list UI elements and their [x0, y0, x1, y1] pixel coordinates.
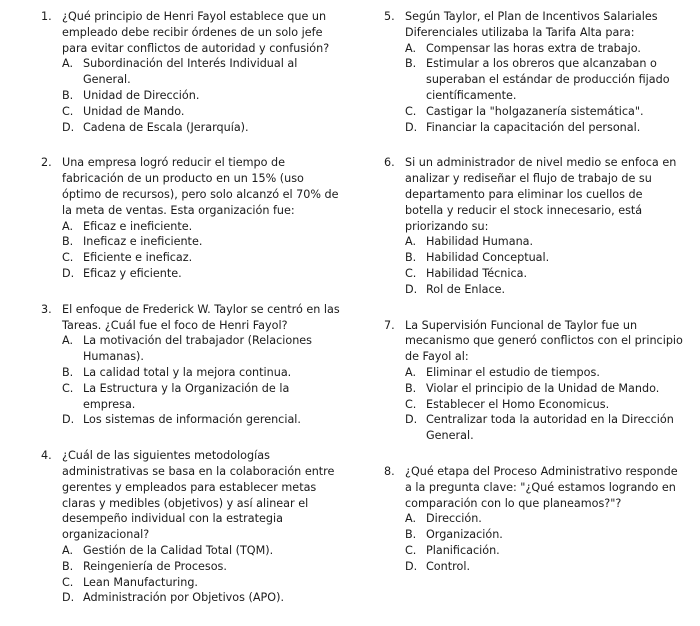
option-text: La motivación del trabajador (Relaciones Humanas).: [83, 334, 313, 364]
option-a: [405, 41, 684, 57]
option-letter: C.: [405, 397, 417, 411]
option-letter: B.: [62, 235, 74, 249]
option-text: Unidad de Mando.: [83, 104, 185, 118]
question-1: [41, 9, 341, 135]
option-letter: D.: [405, 282, 418, 296]
option-text: La Estructura y la Organización de la empresa.: [83, 381, 290, 411]
option-text: Ineficaz e ineficiente.: [83, 235, 203, 249]
question-number: 5.: [384, 10, 395, 23]
option-text: Centralizar toda la autoridad en la Dirección General.: [426, 413, 674, 443]
option-b: [62, 559, 341, 575]
option-text: La calidad total y la mejora continua.: [83, 365, 292, 379]
option-text: Eficaz y eficiente.: [83, 266, 182, 280]
option-text: Estimular a los obreros que alcanzaban o superaban el estándar de producción fijado científicamente.: [426, 57, 670, 102]
option-text: Compensar las horas extra de trabajo.: [426, 41, 641, 55]
option-letter: A.: [405, 365, 417, 379]
option-a: [62, 333, 341, 365]
option-d: [405, 120, 684, 136]
option-text: Planificación.: [426, 543, 500, 557]
option-c: [62, 250, 341, 266]
option-letter: A.: [62, 334, 74, 348]
option-text: Reingeniería de Procesos.: [83, 559, 227, 573]
option-b: [62, 88, 341, 104]
option-b: [405, 527, 684, 543]
question-7: [384, 318, 684, 444]
question-text: ¿Qué etapa del Proceso Administrativo responde a la pregunta clave: "¿Qué estamos logrando en comparación con lo que planeamos?"?: [405, 464, 678, 510]
option-text: Los sistemas de información gerencial.: [83, 413, 301, 427]
question-text: ¿Cuál de las siguientes metodologías administrativas se basa en la colaboración entre gerentes y empleados para establecer metas claras y medibles (objetivos) y así alinear el desempeño individual con la estrategia organizacional?: [62, 449, 335, 542]
option-a: [62, 56, 341, 88]
question-number: 7.: [384, 318, 395, 332]
option-d: [405, 282, 684, 298]
option-letter: D.: [405, 120, 418, 134]
option-d: [405, 559, 684, 575]
option-letter: A.: [405, 41, 417, 55]
option-letter: A.: [62, 219, 74, 233]
option-c: [62, 104, 341, 120]
option-text: Organización.: [426, 528, 503, 542]
option-d: [62, 590, 341, 606]
option-letter: A.: [62, 543, 74, 557]
option-text: Lean Manufacturing.: [83, 575, 198, 589]
option-text: Subordinación del Interés Individual al General.: [83, 57, 298, 87]
option-text: Rol de Enlace.: [426, 282, 506, 296]
question-4: [41, 448, 341, 606]
option-letter: B.: [405, 251, 417, 265]
option-text: Castigar la "holgazanería sistemática".: [426, 104, 644, 118]
question-text: ¿Qué principio de Henri Fayol establece que un empleado debe recibir órdenes de un solo jefe para evitar conflictos de autoridad y confusión?: [62, 10, 330, 55]
option-letter: C.: [62, 575, 74, 589]
option-text: Control.: [426, 559, 470, 573]
question-text: Si un administrador de nivel medio se enfoca en analizar y rediseñar el flujo de trabajo de su departamento para eliminar los cuellos de botella y reducir el stock innecesario, está priorizando su:: [405, 156, 677, 233]
question-8: [384, 464, 684, 575]
option-c: [405, 543, 684, 559]
option-c: [405, 266, 684, 282]
option-letter: B.: [62, 559, 74, 573]
option-letter: B.: [62, 365, 74, 379]
question-number: 4.: [41, 449, 52, 463]
option-c: [405, 104, 684, 120]
option-letter: D.: [62, 266, 75, 280]
option-text: Establecer el Homo Economicus.: [426, 397, 610, 411]
option-b: [62, 365, 341, 381]
option-a: [62, 543, 341, 559]
option-b: [405, 381, 684, 397]
question-text: El enfoque de Frederick W. Taylor se centró en las Tareas. ¿Cuál fue el foco de Henri Fayol?: [62, 302, 340, 332]
option-letter: B.: [405, 57, 417, 71]
option-letter: D.: [62, 591, 75, 605]
option-b: [405, 250, 684, 266]
option-letter: C.: [405, 104, 417, 118]
question-5: [384, 9, 684, 135]
option-text: Eficaz e ineficiente.: [83, 219, 193, 233]
option-letter: B.: [405, 528, 417, 542]
option-text: Dirección.: [426, 512, 482, 526]
option-text: Habilidad Humana.: [426, 235, 534, 249]
question-text: La Supervisión Funcional de Taylor fue un mecanismo que generó conflictos con el principio de Fayol al:: [405, 318, 683, 364]
option-c: [62, 575, 341, 591]
question-number: 6.: [384, 156, 395, 170]
option-text: Gestión de la Calidad Total (TQM).: [83, 543, 274, 557]
option-letter: D.: [62, 413, 75, 427]
question-6: [384, 155, 684, 297]
option-text: Cadena de Escala (Jerarquía).: [83, 120, 249, 134]
option-text: Habilidad Conceptual.: [426, 251, 550, 265]
option-text: Financiar la capacitación del personal.: [426, 120, 641, 134]
option-letter: D.: [62, 120, 75, 134]
option-letter: C.: [62, 251, 74, 265]
option-letter: D.: [405, 413, 418, 427]
option-letter: C.: [62, 381, 74, 395]
left-column: [41, 9, 341, 626]
option-a: [405, 365, 684, 381]
option-d: [62, 266, 341, 282]
option-letter: A.: [62, 57, 74, 71]
question-text: Una empresa logró reducir el tiempo de fabricación de un producto en un 15% (uso óptimo de recursos), pero solo alcanzó el 70% de la meta de ventas. Esta organización fue:: [62, 156, 339, 217]
option-letter: D.: [405, 559, 418, 573]
option-text: Violar el principio de la Unidad de Mando.: [426, 381, 660, 395]
question-number: 1.: [41, 10, 52, 23]
option-a: [405, 234, 684, 250]
option-c: [405, 397, 684, 413]
option-c: [62, 381, 341, 413]
option-letter: A.: [405, 235, 417, 249]
option-letter: B.: [62, 88, 74, 102]
option-text: Habilidad Técnica.: [426, 266, 528, 280]
option-d: [405, 412, 684, 444]
option-d: [62, 412, 341, 428]
option-b: [62, 234, 341, 250]
question-text: Según Taylor, el Plan de Incentivos Salariales Diferenciales utilizaba la Tarifa Alta para:: [405, 10, 658, 39]
option-letter: C.: [405, 543, 417, 557]
option-d: [62, 120, 341, 136]
question-2: [41, 155, 341, 281]
option-text: Eliminar el estudio de tiempos.: [426, 365, 600, 379]
question-3: [41, 302, 341, 428]
question-number: 3.: [41, 302, 52, 316]
option-letter: C.: [405, 266, 417, 280]
option-text: Eficiente e ineficaz.: [83, 251, 193, 265]
question-number: 8.: [384, 464, 395, 478]
question-number: 2.: [41, 156, 52, 170]
option-text: Unidad de Dirección.: [83, 88, 200, 102]
option-letter: B.: [405, 381, 417, 395]
option-a: [62, 219, 341, 235]
right-column: [384, 9, 684, 595]
option-text: Administración por Objetivos (APO).: [83, 591, 285, 605]
option-letter: C.: [62, 104, 74, 118]
option-a: [405, 511, 684, 527]
option-b: [405, 56, 684, 103]
option-letter: A.: [405, 512, 417, 526]
